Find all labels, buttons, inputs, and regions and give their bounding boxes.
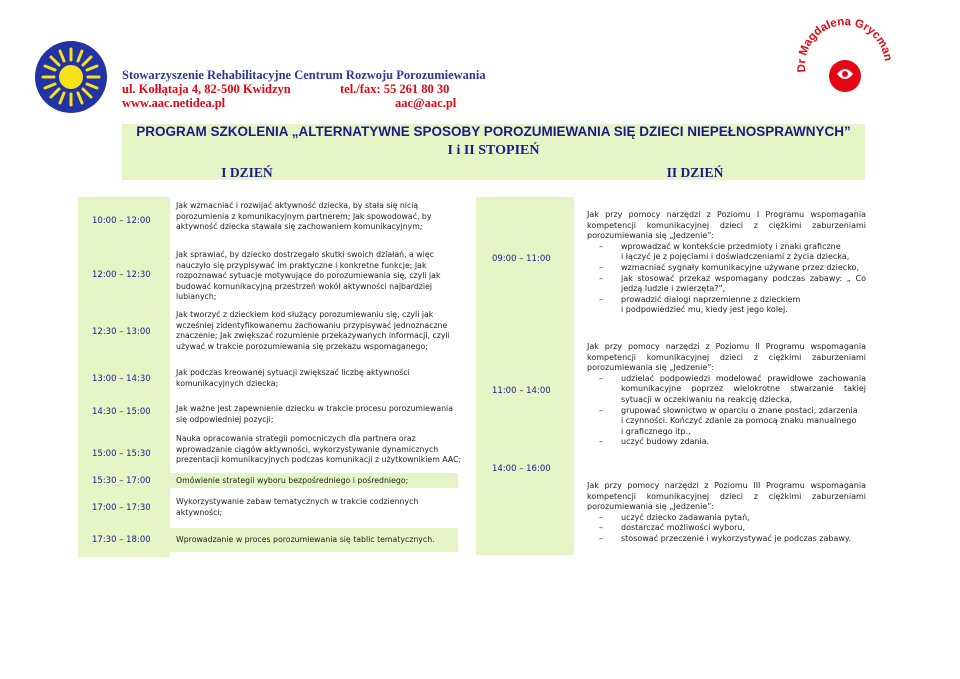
day2-item: – udzielać podpowiedzi modelować prawidłowe zachowania komunikacyjne poprzez wielokrotne stwarzanie takiej sytuacji w oczekiwaniu na reakcję dziecka, xyxy=(587,374,866,406)
day1-topic-4: Jak podczas kreowanej sytuacji zwiększać liczbę aktywności komunikacyjnych dziecka; xyxy=(176,368,410,388)
day1-time-3: 12:30 – 13:00 xyxy=(92,327,151,337)
day2-item: – wzmacniać sygnały komunikacyjne używane przez dziecko, xyxy=(587,263,866,274)
day1-topic-3: Jak tworzyć z dzieckiem kod służący porozumiewaniu się, czyli jak wcześniej zidentyfikowanemu zachowaniu przypisywać jednoznaczne znaczenie; Jak zwiększać rozumienie przekazywanych informacji, czyli używać w trakcie porozumiewania się przekazu wspomaganego; xyxy=(176,310,450,351)
day1-time-5: 14:30 – 15:00 xyxy=(92,407,151,417)
day2-item: i graficznego itp., xyxy=(621,426,691,436)
day2-intro-3: Jak przy pomocy narzędzi z Poziomu III Programu wspomagania kompetencji komunikacyjnej dzieci z ciężkimi zaburzeniami porozumiewania się „Jedzenie”: xyxy=(587,481,866,512)
day1-topic-1: Jak wzmacniać i rozwijać aktywność dziecka, by stała się nicią porozumienia z komunikacyjnym partnerem; Jak spowodować, by aktywność dziecka stawała się zachowaniem komunikacyjnym; xyxy=(176,201,432,231)
day2-time-1: 09:00 – 11:00 xyxy=(492,254,551,264)
day1-topic-7: Omówienie strategii wyboru bezpośredniego i pośredniego; xyxy=(176,476,409,485)
day2-block-1 xyxy=(587,210,866,316)
day2-item: – prowadzić dialogi naprzemienne z dzieckiem xyxy=(587,295,866,306)
day1-topic-9: Wprowadzanie w proces porozumiewania się tablic tematycznych. xyxy=(176,535,435,544)
day1-topic-8: Wykorzystywanie zabaw tematycznych w trakcie codziennych aktywności; xyxy=(176,497,419,517)
logo-arc-text: Dr Magdalena Grycman xyxy=(795,16,894,73)
day2-intro-2: Jak przy pomocy narzędzi z Poziomu II Programu wspomagania kompetencji komunikacyjnej dzieci z ciężkimi zaburzeniami porozumiewania się „Jedzenie”: xyxy=(587,342,866,373)
day1-time-8: 17:00 – 17:30 xyxy=(92,503,151,513)
day1-time-7: 15:30 – 17:00 xyxy=(92,476,151,486)
day1-time-9: 17:30 – 18:00 xyxy=(92,535,151,545)
grycman-logo-icon xyxy=(792,12,898,118)
day2-item: – stosować przeczenie i wykorzystywać je podczas zabawy. xyxy=(587,534,866,545)
day1-topic-2: Jak sprawiać, by dziecko dostrzegało skutki swoich działań, a więc nauczyło się przypisywać im praktyczne i konkretne funkcje; Jak rozpoznawać sytuacje motywujące do porozumiewania się, czyli jak budować komunikacyjną przestrzeń wokół aktywności najbardziej lubianych; xyxy=(176,250,441,301)
day2-item: – uczyć dziecko zadawania pytań, xyxy=(587,513,866,524)
organization-header xyxy=(122,68,486,110)
program-title: PROGRAM SZKOLENIA „ALTERNATYWNE SPOSOBY POROZUMIEWANIA SIĘ DZIECI NIEPEŁNOSPRAWNYCH” xyxy=(136,124,851,139)
day2-time-3: 14:00 – 16:00 xyxy=(492,464,551,474)
day2-block-2 xyxy=(587,342,866,448)
org-address: ul. Kołłątaja 4, 82-500 Kwidzyn xyxy=(122,82,291,96)
org-name: Stowarzyszenie Rehabilitacyjne Centrum Rozwoju Porozumiewania xyxy=(122,68,486,82)
day2-item: – grupować słownictwo w oparciu o znane postaci, zdarzenia xyxy=(587,406,866,417)
day1-time-6: 15:00 – 15:30 xyxy=(92,449,151,459)
org-website-link[interactable]: www.aac.netidea.pl xyxy=(122,96,226,110)
day1-topic-5: Jak ważne jest zapewnienie dziecku w trakcie procesu porozumiewania się odpowiedniej pozycji; xyxy=(176,404,453,424)
day1-topic-6: Nauka opracowania strategii pomocniczych dla partnera oraz wprowadzanie ciągów aktywności, wykorzystywanie dynamicznych prezentacji komunikacyjnych podczas komunikacji z użytkownikiem AAC; xyxy=(176,434,462,464)
day2-intro-1: Jak przy pomocy narzędzi z Poziomu I Programu wspomagania kompetencji komunikacyjnej dzieci z ciężkimi zaburzeniami porozumiewania się „Jedzenie”: xyxy=(587,210,866,241)
day1-time-cell-morning xyxy=(78,197,170,305)
sun-logo-icon xyxy=(34,40,108,114)
day2-item: i podpowiedzieć mu, kiedy jest jego kolej. xyxy=(621,305,788,315)
day2-item: – uczyć budowy zdania. xyxy=(587,437,866,448)
day1-time-4: 13:00 – 14:30 xyxy=(92,374,151,384)
org-email-link[interactable]: aac@aac.pl xyxy=(395,96,457,110)
day2-time-2: 11:00 – 14:00 xyxy=(492,386,551,396)
org-phone: tel./fax: 55 261 80 30 xyxy=(340,82,450,96)
day2-item: i łączyć je z pojęciami i doświadczeniami z życia dziecka, xyxy=(621,252,850,262)
day-1-heading: I DZIEŃ xyxy=(221,165,273,180)
day1-time-2: 12:00 – 12:30 xyxy=(92,270,151,280)
day2-item: – jak stosować przekaz wspomagany podczas zabawy: „ Co jedzą ludzie i zwierzęta?”, xyxy=(587,274,866,295)
day2-item: – dostarczać możliwości wyboru, xyxy=(587,523,866,534)
day2-block-3 xyxy=(587,481,866,545)
day1-time-1: 10:00 – 12:00 xyxy=(92,216,151,226)
day2-item: i czynności. Kończyć zdanie za pomocą znaku manualnego xyxy=(621,416,857,426)
program-level: I i II STOPIEŃ xyxy=(447,143,540,158)
day2-item: – wprowadzać w kontekście przedmioty i znaki graficzne xyxy=(587,242,866,253)
day2-time-column xyxy=(476,197,574,555)
day-2-heading: II DZIEŃ xyxy=(666,165,724,180)
